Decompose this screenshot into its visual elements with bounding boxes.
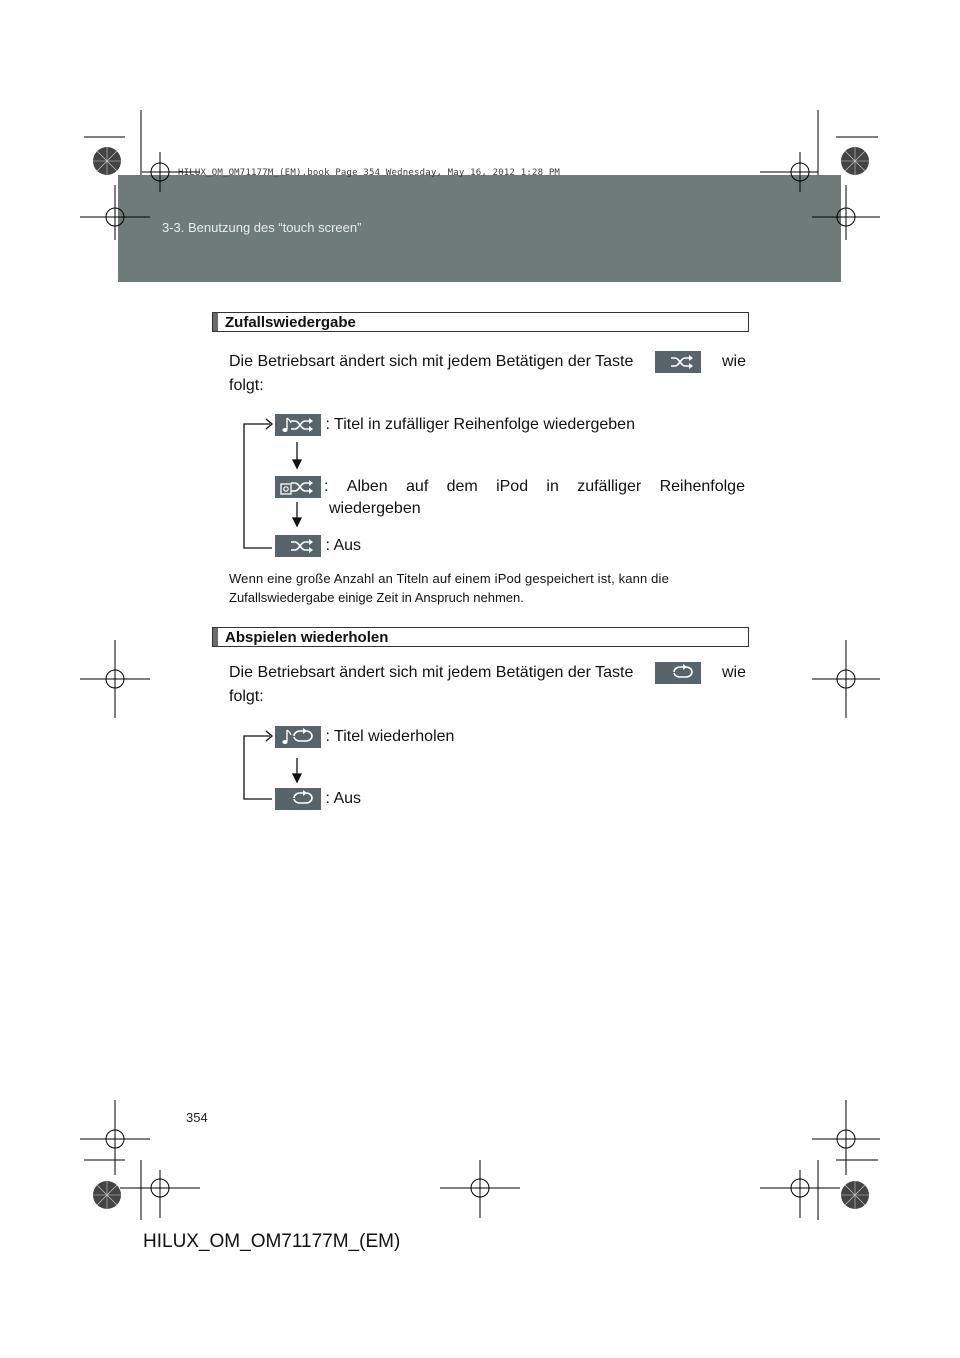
option-shuffle-off <box>275 535 361 557</box>
option-repeat-off <box>275 788 361 810</box>
shuffle-track-icon <box>275 414 321 436</box>
section-title-text: Zufallswiedergabe <box>225 314 356 331</box>
option-label-line2: wiedergeben <box>329 500 421 517</box>
option-label: : Aus <box>325 790 362 808</box>
word: iPod <box>496 478 529 495</box>
note-line1: Wenn eine große Anzahl an Titeln auf einem iPod gespeichert ist, kann die <box>229 571 669 586</box>
section-bar <box>213 628 218 646</box>
shuffle-note <box>229 569 746 607</box>
section-title-shuffle <box>212 312 749 332</box>
section-title-repeat <box>212 627 749 647</box>
note-line2: Zufallswiedergabe einige Zeit in Anspruch nehmen. <box>229 590 524 605</box>
document-code: HILUX_OM_OM71177M_(EM) <box>143 1231 401 1252</box>
shuffle-button-icon <box>655 351 701 373</box>
shuffle-off-icon <box>275 535 321 557</box>
option-shuffle-track <box>275 414 635 436</box>
option-label: : Titel in zufälliger Reihenfolge wiedergeben <box>325 416 635 434</box>
word: dem <box>446 478 478 495</box>
intro-line2: folgt: <box>229 377 264 394</box>
breadcrumb: 3-3. Benutzung des “touch screen” <box>162 220 362 235</box>
word: Reihenfolge <box>659 478 745 495</box>
intro-text: Die Betriebsart ändert sich mit jedem Betätigen der Taste <box>229 664 634 681</box>
repeat-track-icon <box>275 726 321 748</box>
page-number: 354 <box>186 1110 208 1125</box>
option-label: : Titel wiederholen <box>325 728 455 746</box>
intro-line2: folgt: <box>229 688 264 705</box>
intro-text: Die Betriebsart ändert sich mit jedem Betätigen der Taste <box>229 353 634 370</box>
shuffle-album-icon <box>275 476 321 498</box>
intro-text-after: wie <box>721 664 746 681</box>
section-title-text: Abspielen wiederholen <box>225 629 389 646</box>
option-label <box>324 478 745 496</box>
shuffle-intro <box>229 350 746 398</box>
word: in <box>546 478 559 495</box>
flow-arrow-repeat <box>288 756 306 790</box>
repeat-intro <box>229 661 746 709</box>
book-stamp: HILUX_OM_OM71177M_(EM).book Page 354 Wednesday, May 16, 2012 1:28 PM <box>178 168 561 178</box>
section-bar <box>213 313 218 331</box>
repeat-off-icon <box>275 788 321 810</box>
option-shuffle-album <box>275 476 745 518</box>
word: zufälliger <box>577 478 642 495</box>
option-repeat-track <box>275 726 454 748</box>
word: : <box>324 478 329 495</box>
intro-text-after: wie <box>721 353 746 370</box>
option-label: : Aus <box>325 537 362 555</box>
word: auf <box>406 478 429 495</box>
word: Alben <box>346 478 388 495</box>
repeat-button-icon <box>655 662 701 684</box>
